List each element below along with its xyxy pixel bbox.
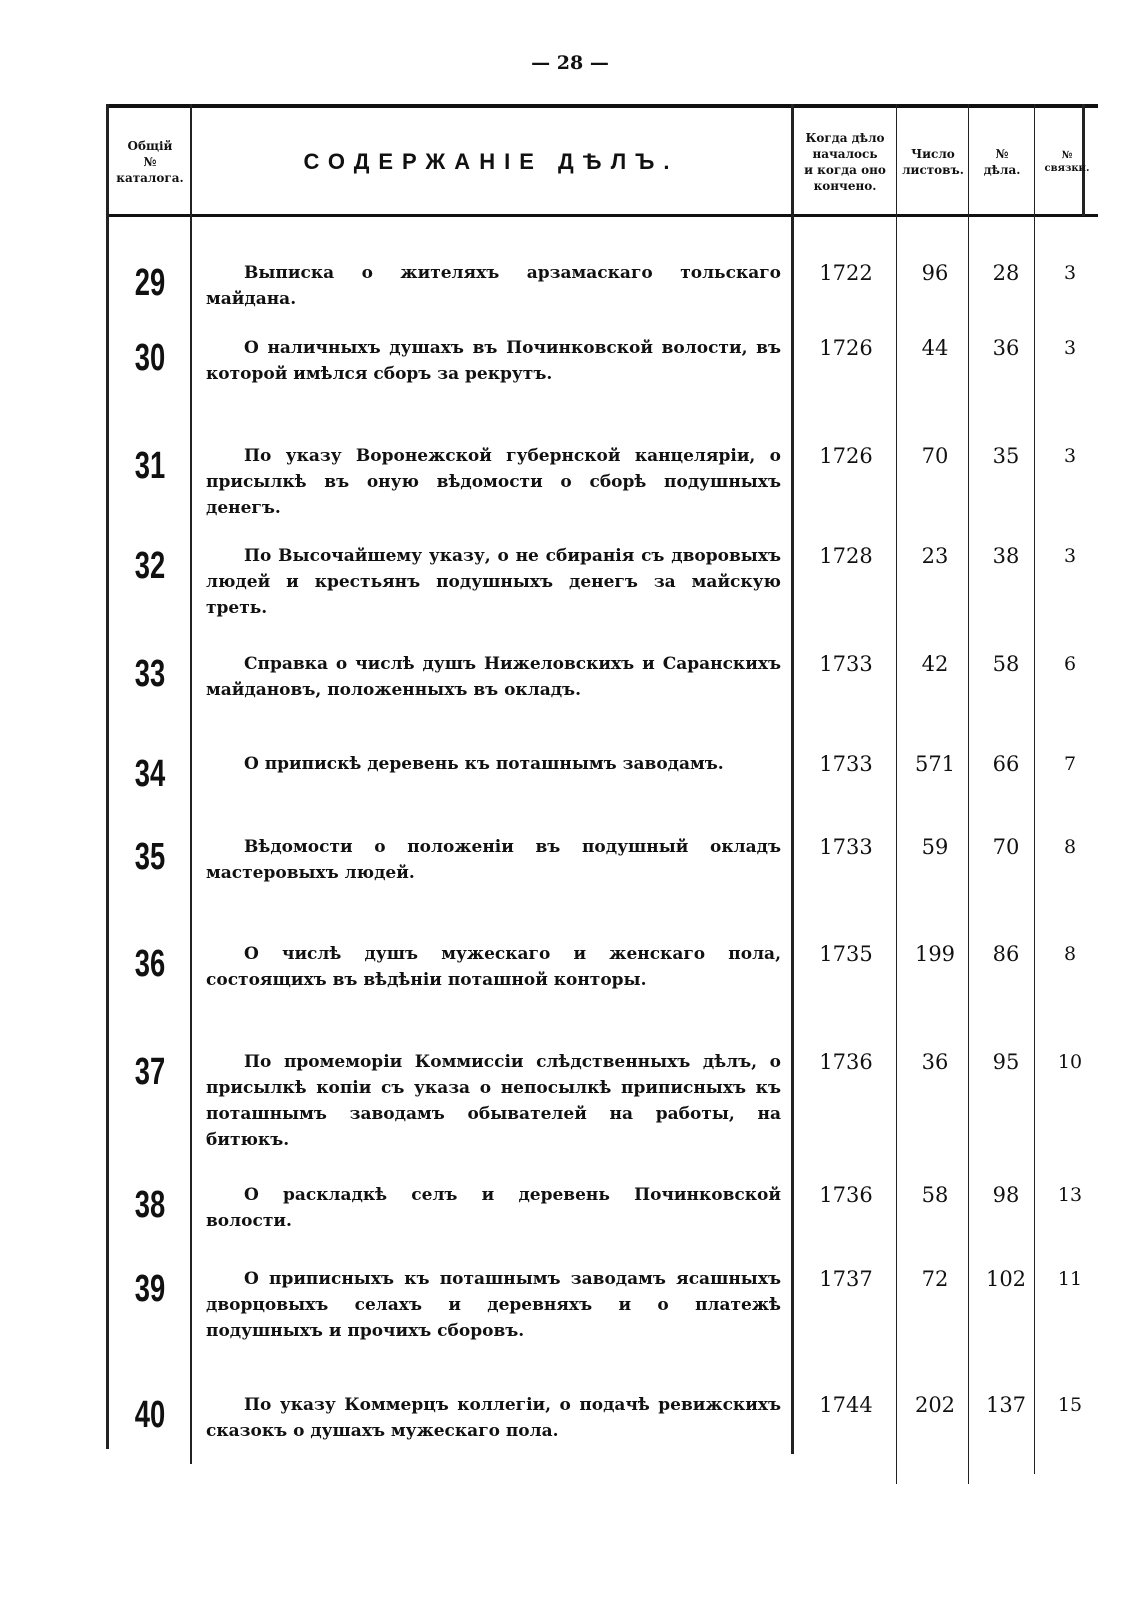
sheets-cell: 42	[921, 652, 949, 676]
bundle-number-cell: 10	[1057, 1051, 1083, 1073]
sheets-cell: 59	[921, 835, 949, 859]
case-number-cell: 95	[992, 1050, 1020, 1074]
header-sheets: Число листовъ.	[902, 146, 964, 177]
case-description: По Высочайшему указу, о не сбиранія съ дворовыхъ людей и крестьянъ подушныхъ денегъ за майскую треть.	[206, 546, 781, 618]
bundle-number-cell: 8	[1063, 943, 1077, 965]
case-description: О наличныхъ душахъ въ Починковской волости, въ которой имѣлся сборъ за рекрутъ.	[206, 338, 781, 384]
case-number-cell: 35	[992, 444, 1020, 468]
column-divider	[190, 104, 192, 1464]
sheets-cell: 202	[914, 1393, 956, 1417]
case-number-cell: 137	[985, 1393, 1027, 1417]
year-cell: 1726	[819, 336, 873, 360]
table-top-rule	[106, 104, 1098, 108]
bundle-number-cell: 8	[1063, 836, 1077, 858]
catalog-number: 31	[134, 445, 166, 487]
catalog-number: 30	[134, 337, 166, 379]
year-cell: 1722	[819, 261, 873, 285]
year-cell: 1736	[819, 1050, 873, 1074]
case-number-cell: 102	[985, 1267, 1027, 1291]
header-dates: Когда дѣло началось и когда оно кончено.	[804, 130, 886, 194]
year-cell: 1733	[819, 835, 873, 859]
catalog-number: 40	[134, 1394, 166, 1436]
year-cell: 1733	[819, 652, 873, 676]
header-bundle-no: № связки.	[1044, 149, 1090, 174]
year-cell: 1737	[819, 1267, 873, 1291]
case-number-cell: 28	[992, 261, 1020, 285]
year-cell: 1736	[819, 1183, 873, 1207]
bundle-number-cell: 3	[1063, 545, 1077, 567]
sheets-cell: 199	[914, 942, 956, 966]
case-number-cell: 36	[992, 336, 1020, 360]
case-description: Вѣдомости о положеніи въ подушный окладъ мастеровыхъ людей.	[206, 837, 781, 883]
bundle-number-cell: 13	[1057, 1184, 1083, 1206]
catalog-number: 35	[134, 836, 166, 878]
catalog-number: 32	[134, 545, 166, 587]
header-content: СОДЕРЖАНІЕ ДѢЛЪ.	[303, 149, 679, 175]
catalog-number: 37	[134, 1051, 166, 1093]
bundle-number-cell: 6	[1063, 653, 1077, 675]
sheets-cell: 58	[921, 1183, 949, 1207]
header-catalog-no: Общій № каталога.	[116, 138, 184, 186]
header-case-no: № дѣла.	[983, 146, 1021, 177]
case-description: По указу Коммерцъ коллегіи, о подачѣ ревижскихъ сказокъ о душахъ мужескаго пола.	[206, 1395, 781, 1441]
catalog-number: 33	[134, 653, 166, 695]
sheets-cell: 23	[921, 544, 949, 568]
case-number-cell: 70	[992, 835, 1020, 859]
year-cell: 1728	[819, 544, 873, 568]
case-number-cell: 58	[992, 652, 1020, 676]
sheets-cell: 96	[921, 261, 949, 285]
sheets-cell: 72	[921, 1267, 949, 1291]
header-bottom-rule	[106, 214, 1098, 217]
bundle-number-cell: 3	[1063, 337, 1077, 359]
catalog-table	[106, 104, 1098, 1489]
column-divider	[791, 104, 794, 1454]
year-cell: 1735	[819, 942, 873, 966]
page-number: — 28 —	[531, 52, 609, 74]
catalog-number: 38	[134, 1184, 166, 1226]
case-description: О приписныхъ къ поташнымъ заводамъ ясашныхъ дворцовыхъ селахъ и деревняхъ и о платежѣ подушныхъ и прочихъ сборовъ.	[206, 1269, 781, 1341]
year-cell: 1726	[819, 444, 873, 468]
sheets-cell: 44	[921, 336, 949, 360]
year-cell: 1733	[819, 752, 873, 776]
bundle-number-cell: 3	[1063, 445, 1077, 467]
case-description: О припискѣ деревень къ поташнымъ заводамъ.	[244, 754, 724, 774]
case-description: О числѣ душъ мужескаго и женскаго пола, состоящихъ въ вѣдѣніи поташной конторы.	[206, 944, 781, 990]
column-divider	[106, 104, 109, 1449]
sheets-cell: 36	[921, 1050, 949, 1074]
bundle-number-cell: 15	[1057, 1394, 1083, 1416]
case-description: По промеморіи Коммиссіи слѣдственныхъ дѣлъ, о присылкѣ копіи съ указа о непосылкѣ приписныхъ къ поташнымъ заводамъ обывателей на работы, на битюкъ.	[206, 1052, 781, 1150]
catalog-number: 29	[134, 262, 166, 304]
sheets-cell: 70	[921, 444, 949, 468]
catalog-number: 36	[134, 943, 166, 985]
case-description: О раскладкѣ селъ и деревень Починковской волости.	[206, 1185, 781, 1231]
year-cell: 1744	[819, 1393, 873, 1417]
case-number-cell: 98	[992, 1183, 1020, 1207]
catalog-number: 39	[134, 1268, 166, 1310]
case-description: Выписка о жителяхъ арзамаскаго тольскаго майдана.	[206, 263, 781, 309]
case-number-cell: 38	[992, 544, 1020, 568]
case-number-cell: 86	[992, 942, 1020, 966]
case-number-cell: 66	[992, 752, 1020, 776]
catalog-number: 34	[134, 753, 166, 795]
sheets-cell: 571	[914, 752, 956, 776]
case-description: Справка о числѣ душъ Нижеловскихъ и Саранскихъ майдановъ, положенныхъ въ окладъ.	[206, 654, 781, 700]
bundle-number-cell: 11	[1057, 1268, 1083, 1290]
column-divider	[896, 104, 897, 1484]
bundle-number-cell: 7	[1063, 753, 1077, 775]
bundle-number-cell: 3	[1063, 262, 1077, 284]
case-description: По указу Воронежской губернской канцеляріи, о присылкѣ въ оную вѣдомости о сборѣ подушныхъ денегъ.	[206, 446, 781, 518]
